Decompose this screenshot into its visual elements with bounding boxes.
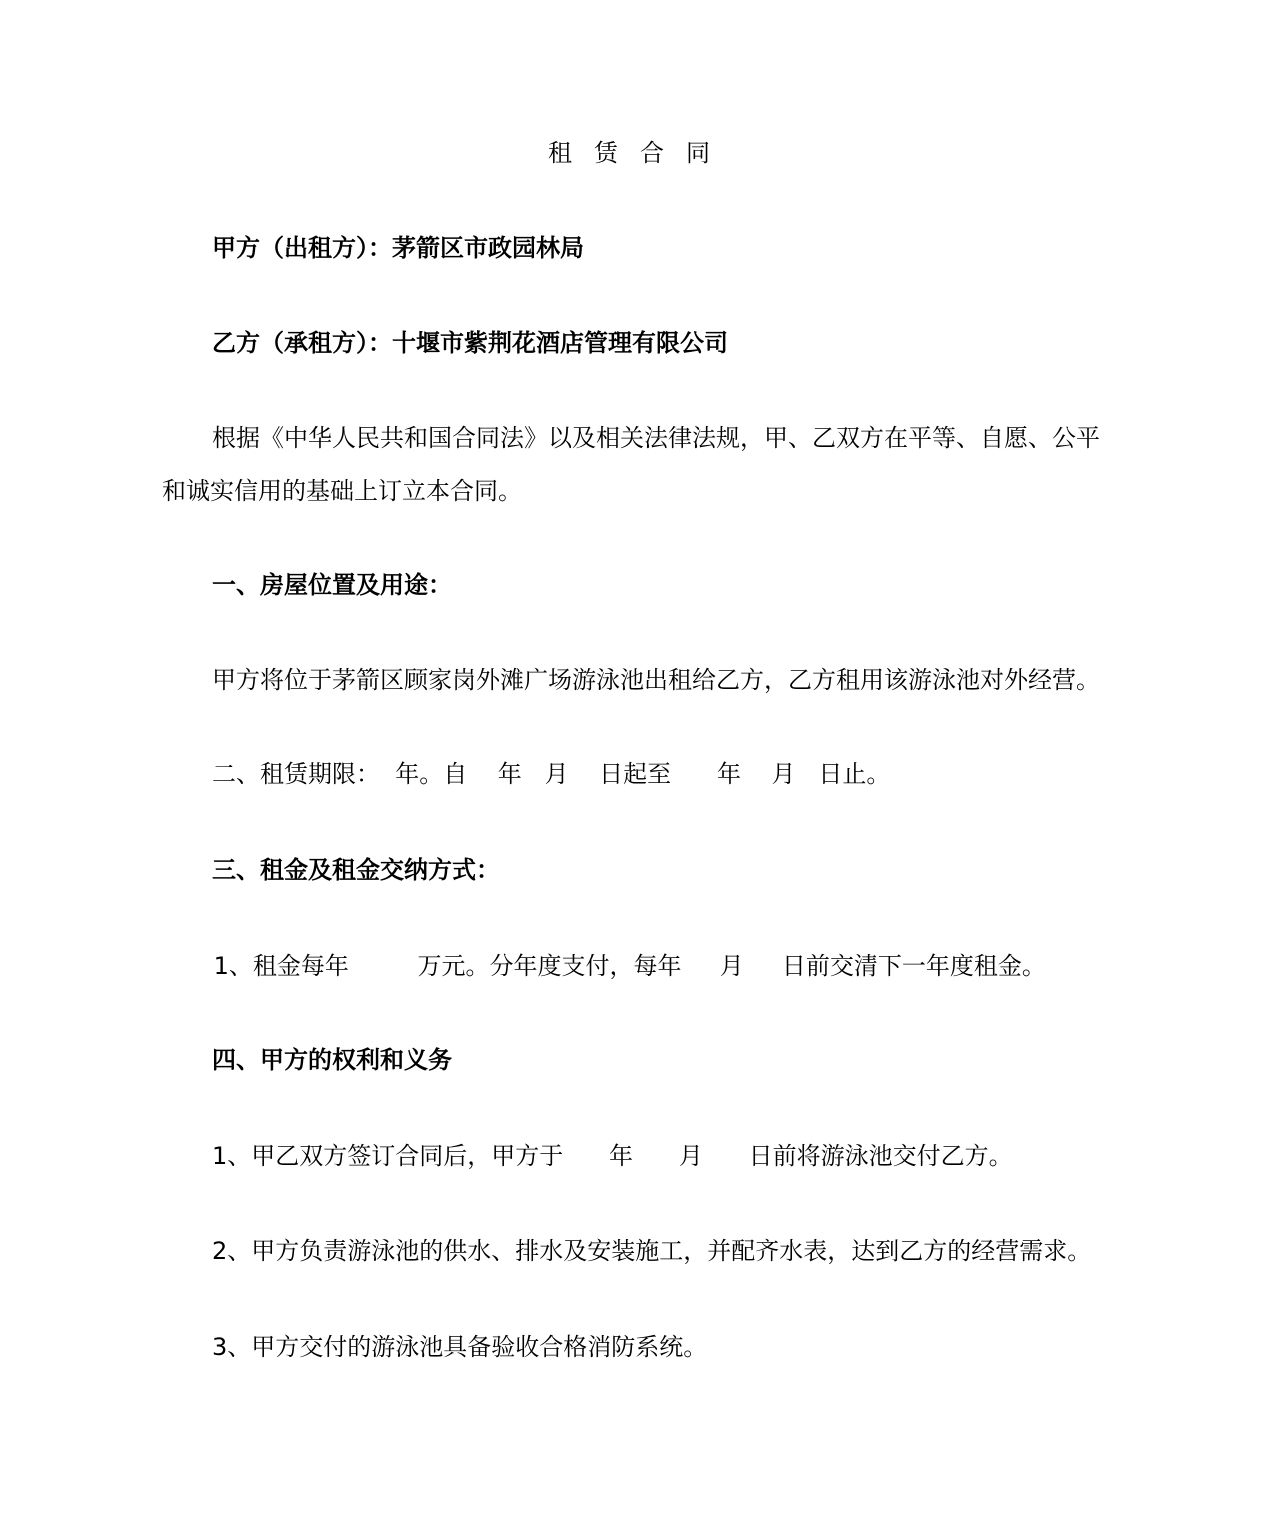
document-title: 租赁合同: [548, 139, 732, 167]
section-1-heading: 一、房屋位置及用途：: [212, 571, 452, 599]
section-3-item-1: 1、租金每年 万元。分年度支付，每年 月 日前交清下一年度租金。: [206, 952, 1046, 980]
section-1-text: 甲方将位于茅箭区顾家岗外滩广场游泳池出租给乙方，乙方租用该游泳池对外经营。: [212, 666, 1100, 694]
preamble-line-1: 根据《中华人民共和国合同法》以及相关法律法规，甲、乙双方在平等、自愿、公平: [212, 424, 1100, 452]
section-4-item-3: 3、甲方交付的游泳池具备验收合格消防系统。: [212, 1333, 708, 1361]
section-3-heading: 三、租金及租金交纳方式：: [212, 856, 500, 884]
section-4-item-2: 2、甲方负责游泳池的供水、排水及安装施工，并配齐水表，达到乙方的经营需求。: [212, 1237, 1092, 1265]
preamble-line-2: 和诚实信用的基础上订立本合同。: [162, 477, 522, 505]
section-2-text: 二、租赁期限： 年。自 年 月 日起至 年 月 日止。: [212, 760, 891, 788]
party-b: 乙方（承租方）：十堰市紫荆花酒店管理有限公司: [212, 329, 728, 357]
section-4-heading: 四、甲方的权利和义务: [212, 1046, 452, 1074]
party-a: 甲方（出租方）：茅箭区市政园林局: [212, 234, 584, 262]
section-4-item-1: 1、甲乙双方签订合同后，甲方于 年 月 日前将游泳池交付乙方。: [212, 1142, 1013, 1170]
